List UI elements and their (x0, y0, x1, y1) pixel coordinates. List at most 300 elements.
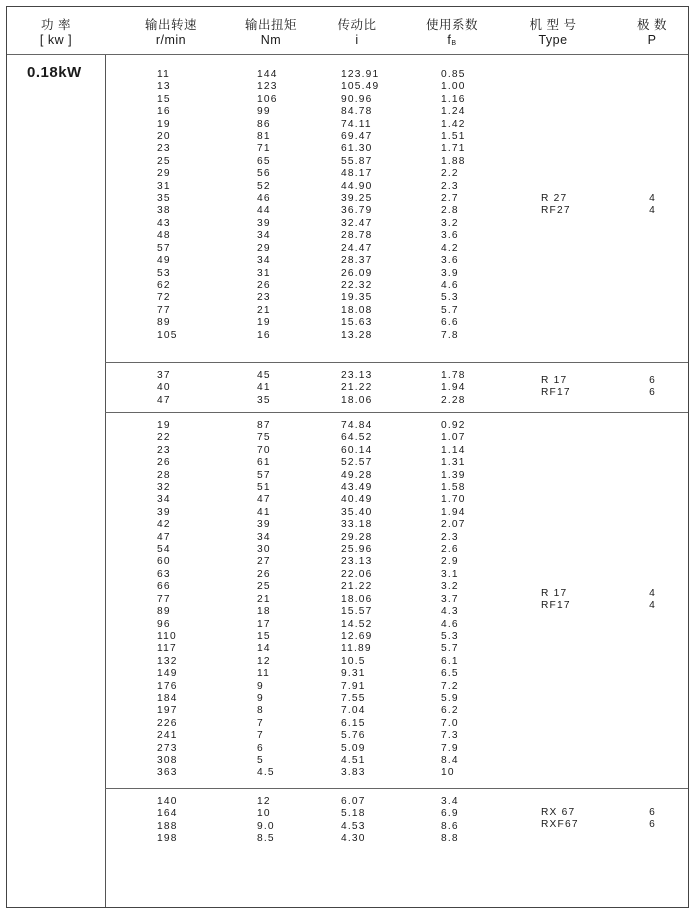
list-item: 13.28 (341, 329, 373, 341)
list-item: 52 (257, 180, 271, 192)
list-item: 49 (157, 255, 171, 267)
list-item: 10 (257, 808, 271, 820)
list-item: 1.16 (441, 93, 466, 105)
list-item: 6.2 (441, 705, 459, 717)
list-item: 21.22 (341, 382, 373, 394)
list-item: 29 (157, 168, 171, 180)
list-item: 47 (257, 494, 271, 506)
list-item: 2.9 (441, 556, 459, 568)
poles-value: 6 (649, 375, 655, 386)
list-item: 86 (257, 118, 271, 130)
group2-poles (647, 375, 657, 400)
list-item: 21 (257, 304, 271, 316)
list-item: 44 (257, 205, 271, 217)
list-item: 6.9 (441, 808, 459, 820)
list-item: 241 (157, 730, 178, 742)
list-item: 11.89 (341, 643, 372, 655)
list-item: 26 (257, 568, 271, 580)
type-model: RXF67 (541, 819, 579, 831)
list-item: 43 (157, 217, 171, 229)
list-item: 35 (157, 193, 171, 205)
list-item: 226 (157, 717, 178, 729)
list-item: 3.6 (441, 230, 459, 242)
group2-torque-list (257, 370, 271, 407)
list-item: 184 (157, 692, 178, 704)
list-item: 34 (257, 230, 271, 242)
list-item: 89 (157, 317, 171, 329)
list-item: 30 (257, 544, 271, 556)
list-item: 39 (257, 519, 271, 531)
header-ratio (317, 15, 397, 47)
list-item: 1.51 (441, 131, 466, 143)
list-item: 1.78 (441, 370, 466, 381)
list-item: 5.76 (341, 730, 366, 742)
list-item: 1.70 (441, 494, 466, 506)
list-item: 31 (257, 267, 271, 279)
list-item: 8.8 (441, 833, 459, 845)
list-item: 1.24 (441, 106, 466, 118)
list-item: 1.42 (441, 118, 466, 130)
list-item: 6.1 (441, 655, 459, 667)
list-item: 8.5 (257, 833, 275, 845)
list-item: 3.7 (441, 593, 459, 605)
list-item: 44.90 (341, 180, 373, 192)
list-item: 9.0 (257, 820, 275, 832)
header-poles (617, 15, 687, 47)
list-item: 19 (157, 118, 171, 130)
header-type-en: Type (538, 33, 568, 47)
type-model: RF17 (541, 600, 571, 612)
list-item: 123 (257, 81, 278, 93)
group1-factor-list (441, 69, 466, 342)
list-item: 41 (257, 506, 271, 518)
list-item: 14 (257, 643, 271, 655)
list-item: 5.18 (341, 808, 366, 820)
list-item: 2.2 (441, 168, 459, 180)
list-item: 197 (157, 705, 178, 717)
header-power (21, 15, 91, 47)
list-item: 62 (157, 279, 171, 291)
list-item: 36.79 (341, 205, 373, 217)
list-item: 6.15 (341, 717, 366, 729)
list-item: 41 (257, 382, 271, 394)
list-item: 22 (157, 432, 171, 444)
list-item: 2.6 (441, 544, 459, 556)
list-item: 2.7 (441, 193, 459, 205)
list-item: 29.28 (341, 531, 373, 543)
list-item: 74.11 (341, 118, 372, 130)
factor-symbol-main: f (447, 33, 452, 47)
list-item: 7.55 (341, 692, 366, 704)
list-item: 18.06 (341, 593, 373, 605)
list-item: 52.57 (341, 457, 373, 469)
list-item: 39 (257, 217, 271, 229)
list-item: 40.49 (341, 494, 373, 506)
list-item: 66 (157, 581, 171, 593)
header-ratio-symbol: i (355, 33, 359, 47)
group4-speed-list (157, 796, 178, 846)
list-item: 43.49 (341, 482, 373, 494)
list-item: 2.28 (441, 394, 466, 406)
list-item: 28.37 (341, 255, 373, 267)
group3-torque-list (257, 420, 275, 780)
poles-value: 4 (649, 193, 655, 204)
list-item: 6.6 (441, 317, 459, 329)
list-item: 198 (157, 833, 178, 845)
list-item: 23 (157, 143, 171, 155)
list-item: 90.96 (341, 93, 373, 105)
list-item: 3.1 (441, 568, 459, 580)
header-type (513, 15, 593, 47)
power-column-divider (105, 55, 106, 907)
list-item: 39.25 (341, 193, 373, 205)
list-item: 16 (257, 329, 271, 341)
list-item: 7.2 (441, 680, 459, 692)
list-item: 57 (157, 242, 171, 254)
list-item: 77 (157, 593, 171, 605)
list-item: 47 (157, 531, 171, 543)
list-item: 77 (157, 304, 171, 316)
list-item: 32.47 (341, 217, 373, 229)
group1-ratio-list (341, 69, 379, 342)
list-item: 12.69 (341, 630, 373, 642)
list-item: 4.53 (341, 820, 366, 832)
list-item: 7.3 (441, 730, 459, 742)
list-item: 18.06 (341, 394, 373, 406)
list-item: 117 (157, 643, 177, 655)
list-item: 65 (257, 155, 271, 167)
list-item: 71 (257, 143, 271, 155)
group-divider-1 (105, 362, 688, 363)
list-item: 20 (157, 131, 171, 143)
power-value: 0.18kW (27, 64, 82, 81)
list-item: 25.96 (341, 544, 373, 556)
list-item: 21 (257, 593, 271, 605)
list-item: 1.00 (441, 81, 466, 93)
list-item: 23.13 (341, 556, 373, 568)
list-item: 32 (157, 482, 171, 494)
list-item: 34 (257, 531, 271, 543)
list-item: 176 (157, 680, 178, 692)
list-item: 34 (257, 255, 271, 267)
header-factor-label: 使用系数 (425, 18, 478, 32)
list-item: 1.88 (441, 155, 466, 167)
list-item: 8 (257, 705, 264, 717)
group3-speed-list (157, 420, 178, 780)
list-item: 5.7 (441, 643, 459, 655)
group3-poles (647, 588, 657, 613)
group2-ratio-list (341, 370, 373, 407)
group4-ratio-list (341, 796, 366, 846)
poles-value: 4 (649, 600, 655, 612)
poles-value: 4 (649, 205, 655, 217)
list-item: 6.5 (441, 668, 459, 680)
list-item: 16 (157, 106, 171, 118)
list-item: 48 (157, 230, 171, 242)
group1-type (541, 193, 571, 218)
group-divider-2 (105, 412, 688, 413)
list-item: 56 (257, 168, 271, 180)
list-item: 11 (157, 69, 170, 80)
list-item: 61 (257, 457, 271, 469)
list-item: 7 (257, 730, 264, 742)
list-item: 5.09 (341, 742, 366, 754)
list-item: 25 (157, 155, 171, 167)
list-item: 10.5 (341, 655, 366, 667)
list-item: 18.08 (341, 304, 373, 316)
list-item: 1.39 (441, 469, 466, 481)
header-poles-symbol: P (647, 33, 657, 47)
list-item: 4.51 (341, 754, 366, 766)
list-item: 38 (157, 205, 171, 217)
list-item: 89 (157, 606, 171, 618)
list-item: 19 (257, 317, 271, 329)
list-item: 40 (157, 382, 171, 394)
list-item: 49.28 (341, 469, 373, 481)
list-item: 9.31 (341, 668, 366, 680)
list-item: 81 (257, 131, 271, 143)
list-item: 144 (257, 69, 278, 80)
header-speed (131, 15, 211, 47)
type-model: R 17 (541, 375, 568, 386)
poles-value: 4 (649, 588, 655, 599)
list-item: 7.91 (341, 680, 366, 692)
group4-poles (647, 807, 657, 832)
group3-type (541, 588, 571, 613)
list-item: 105.49 (341, 81, 380, 93)
list-item: 13 (157, 81, 171, 93)
list-item: 34 (157, 494, 171, 506)
list-item: 25 (257, 581, 271, 593)
header-factor (412, 15, 492, 47)
list-item: 15 (257, 630, 271, 642)
list-item: 46 (257, 193, 271, 205)
list-item: 31 (157, 180, 171, 192)
list-item: 9 (257, 692, 264, 704)
list-item: 28 (157, 469, 171, 481)
header-torque-unit: Nm (260, 33, 282, 47)
list-item: 27 (257, 556, 271, 568)
group3-factor-list (441, 420, 466, 780)
factor-symbol-sub: B (451, 40, 457, 47)
header-poles-label: 极 数 (637, 18, 667, 32)
list-item: 1.31 (441, 457, 466, 469)
list-item: 3.2 (441, 581, 459, 593)
list-item: 132 (157, 655, 178, 667)
list-item: 4.30 (341, 833, 366, 845)
list-item: 35.40 (341, 506, 373, 518)
type-model: RX 67 (541, 807, 576, 818)
header-ratio-label: 传动比 (337, 18, 377, 32)
list-item: 3.9 (441, 267, 459, 279)
list-item: 3.2 (441, 217, 459, 229)
list-item: 72 (157, 292, 171, 304)
type-model: RF17 (541, 387, 571, 399)
list-item: 35 (257, 394, 271, 406)
list-item: 28.78 (341, 230, 373, 242)
type-model: RF27 (541, 205, 571, 217)
list-item: 1.94 (441, 506, 466, 518)
header-speed-label: 输出转速 (144, 18, 197, 32)
list-item: 1.07 (441, 432, 466, 444)
group3-ratio-list (341, 420, 373, 780)
list-item: 21.22 (341, 581, 373, 593)
list-item: 164 (157, 808, 178, 820)
list-item: 15.63 (341, 317, 373, 329)
list-item: 4.6 (441, 279, 459, 291)
list-item: 7.8 (441, 329, 459, 341)
list-item: 5.3 (441, 630, 459, 642)
list-item: 57 (257, 469, 271, 481)
list-item: 3.6 (441, 255, 459, 267)
group4-factor-list (441, 796, 459, 846)
header-power-label: 功 率 (41, 18, 71, 32)
list-item: 12 (257, 796, 271, 807)
list-item: 7 (257, 717, 264, 729)
list-item: 3.4 (441, 796, 459, 807)
group2-speed-list (157, 370, 171, 407)
list-item: 14.52 (341, 618, 373, 630)
list-item: 7.04 (341, 705, 366, 717)
list-item: 51 (257, 482, 271, 494)
list-item: 39 (157, 506, 171, 518)
list-item: 4.2 (441, 242, 459, 254)
list-item: 5 (257, 754, 264, 766)
list-item: 15.57 (341, 606, 373, 618)
type-model: R 27 (541, 193, 568, 204)
list-item: 2.3 (441, 531, 459, 543)
list-item: 99 (257, 106, 271, 118)
list-item: 15 (157, 93, 171, 105)
list-item: 0.85 (441, 69, 466, 80)
list-item: 54 (157, 544, 171, 556)
list-item: 5.7 (441, 304, 459, 316)
poles-value: 6 (649, 387, 655, 399)
list-item: 96 (157, 618, 171, 630)
list-item: 87 (257, 420, 271, 431)
list-item: 6.07 (341, 796, 366, 807)
list-item: 308 (157, 754, 178, 766)
list-item: 26 (157, 457, 171, 469)
list-item: 22.32 (341, 279, 373, 291)
list-item: 273 (157, 742, 178, 754)
header-type-label: 机 型 号 (529, 18, 577, 32)
list-item: 74.84 (341, 420, 373, 431)
list-item: 70 (257, 444, 271, 456)
list-item: 4.3 (441, 606, 459, 618)
list-item: 23 (257, 292, 271, 304)
list-item: 37 (157, 370, 171, 381)
list-item: 26.09 (341, 267, 373, 279)
list-item: 18 (257, 606, 271, 618)
list-item: 55.87 (341, 155, 373, 167)
list-item: 110 (157, 630, 177, 642)
list-item: 45 (257, 370, 271, 381)
list-item: 75 (257, 432, 271, 444)
list-item: 26 (257, 279, 271, 291)
catalog-page (6, 6, 689, 908)
group1-torque-list (257, 69, 278, 342)
list-item: 1.94 (441, 382, 466, 394)
list-item: 105 (157, 329, 178, 341)
list-item: 29 (257, 242, 271, 254)
group4-type (541, 807, 579, 832)
header-power-unit: [ kw ] (39, 33, 73, 47)
list-item: 363 (157, 767, 178, 779)
list-item: 7.0 (441, 717, 459, 729)
list-item: 140 (157, 796, 178, 807)
list-item: 63 (157, 568, 171, 580)
list-item: 60.14 (341, 444, 373, 456)
header-torque-label: 输出扭矩 (244, 18, 297, 32)
header-torque (231, 15, 311, 47)
list-item: 5.3 (441, 292, 459, 304)
list-item: 6 (257, 742, 264, 754)
list-item: 33.18 (341, 519, 373, 531)
list-item: 8.4 (441, 754, 459, 766)
list-item: 2.8 (441, 205, 459, 217)
list-item: 1.14 (441, 444, 466, 456)
type-model: R 17 (541, 588, 568, 599)
list-item: 22.06 (341, 568, 373, 580)
list-item: 123.91 (341, 69, 380, 80)
group-divider-3 (105, 788, 688, 789)
list-item: 3.83 (341, 767, 366, 779)
group4-torque-list (257, 796, 275, 846)
list-item: 106 (257, 93, 278, 105)
list-item: 8.6 (441, 820, 459, 832)
group2-factor-list (441, 370, 466, 407)
list-item: 69.47 (341, 131, 373, 143)
list-item: 188 (157, 820, 178, 832)
list-item: 42 (157, 519, 171, 531)
header-divider (7, 54, 688, 55)
list-item: 1.71 (441, 143, 466, 155)
list-item: 1.58 (441, 482, 466, 494)
poles-value: 6 (649, 819, 655, 831)
list-item: 11 (257, 668, 270, 680)
list-item: 10 (441, 767, 455, 779)
header-factor-symbol (412, 33, 492, 47)
list-item: 24.47 (341, 242, 373, 254)
list-item: 149 (157, 668, 178, 680)
list-item: 2.07 (441, 519, 466, 531)
header-speed-unit: r/min (155, 33, 187, 47)
list-item: 53 (157, 267, 171, 279)
poles-value: 6 (649, 807, 655, 818)
list-item: 7.9 (441, 742, 459, 754)
list-item: 12 (257, 655, 271, 667)
list-item: 47 (157, 394, 171, 406)
list-item: 4.6 (441, 618, 459, 630)
list-item: 84.78 (341, 106, 373, 118)
list-item: 4.5 (257, 767, 275, 779)
list-item: 48.17 (341, 168, 373, 180)
list-item: 0.92 (441, 420, 466, 431)
list-item: 60 (157, 556, 171, 568)
list-item: 61.30 (341, 143, 373, 155)
list-item: 64.52 (341, 432, 373, 444)
list-item: 19 (157, 420, 171, 431)
list-item: 9 (257, 680, 264, 692)
list-item: 17 (257, 618, 271, 630)
list-item: 19.35 (341, 292, 373, 304)
group2-type (541, 375, 571, 400)
list-item: 23 (157, 444, 171, 456)
list-item: 5.9 (441, 692, 459, 704)
list-item: 23.13 (341, 370, 373, 381)
list-item: 2.3 (441, 180, 459, 192)
